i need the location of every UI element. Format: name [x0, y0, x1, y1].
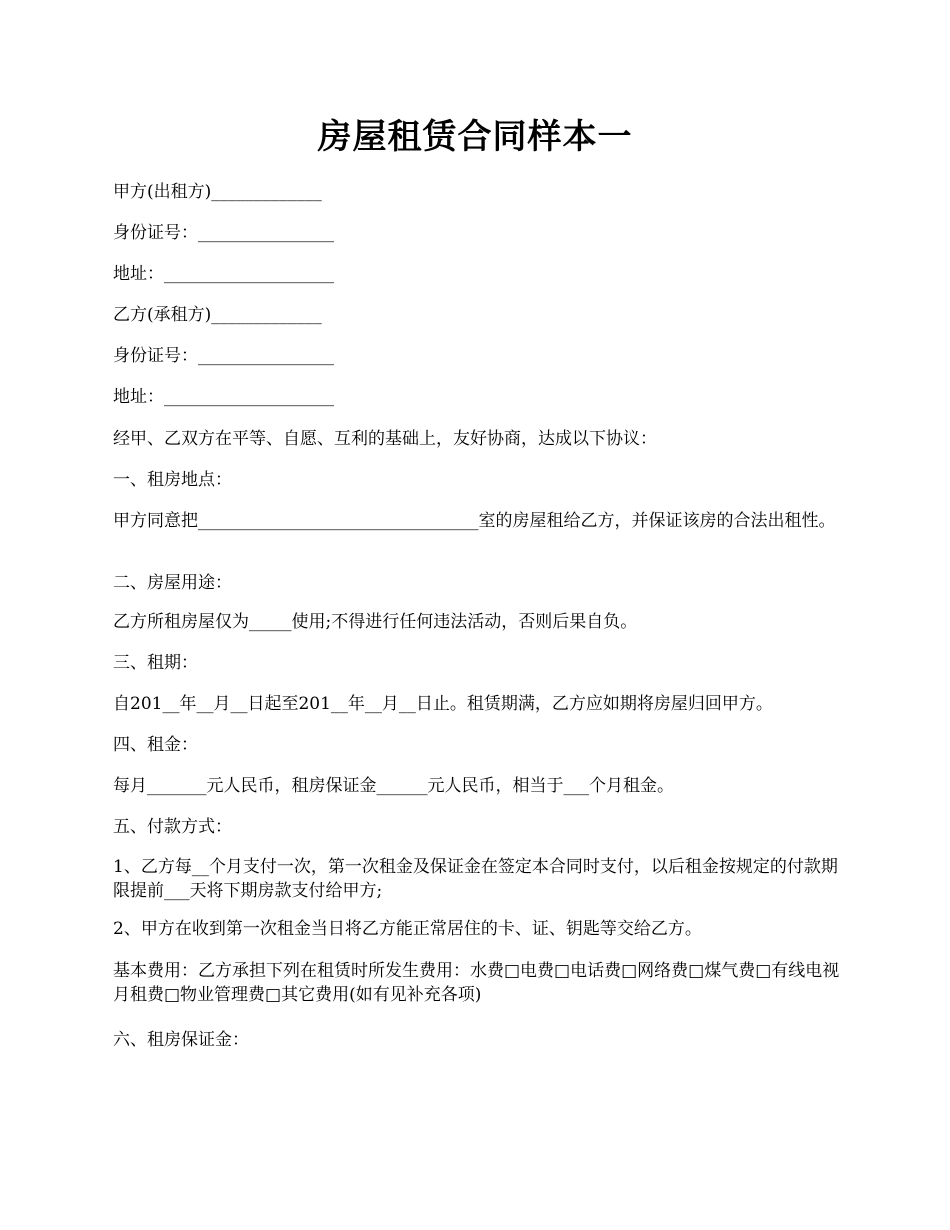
payment-clause-1: 1、乙方每__个月支付一次，第一次租金及保证金在签定本合同时支付，以后租金按规定的付款期限提前___天将下期房款支付给甲方; — [113, 857, 838, 901]
section-heading-rent: 四、租金： — [113, 735, 198, 755]
section-heading-term: 三、租期： — [113, 653, 198, 673]
agreement-intro: 经甲、乙双方在平等、自愿、互利的基础上，友好协商，达成以下协议： — [113, 429, 657, 449]
party-b-id-line: 身份证号：________________ — [113, 346, 334, 366]
party-b-name-line: 乙方(承租方)_____________ — [113, 305, 322, 325]
section-heading-deposit: 六、租房保证金： — [113, 1030, 249, 1050]
section-heading-payment: 五、付款方式： — [113, 817, 232, 837]
rent-clause: 每月_______元人民币，租房保证金______元人民币，相当于___个月租金。 — [113, 776, 674, 796]
section-heading-usage: 二、房屋用途： — [113, 573, 232, 593]
party-a-address-line: 地址：____________________ — [113, 264, 334, 284]
term-clause: 自201__年__月__日起至201__年__月__日止。租赁期满，乙方应如期将房屋归回甲方。 — [113, 694, 773, 714]
document-title: 房屋租赁合同样本一 — [317, 117, 633, 157]
basic-fees-clause: 基本费用：乙方承担下列在租赁时所发生费用：水费□电费□电话费□网络费□煤气费□有线电视月租费□物业管理费□其它费用(如有见补充各项) — [113, 961, 840, 1005]
usage-clause: 乙方所租房屋仅为_____使用;不得进行任何违法活动，否则后果自负。 — [113, 612, 638, 632]
party-b-address-line: 地址：____________________ — [113, 387, 334, 407]
location-clause: 甲方同意把_________________________________室的房屋租给乙方，并保证该房的合法出租性。 — [113, 511, 836, 531]
section-heading-location: 一、租房地点： — [113, 470, 232, 490]
party-a-name-line: 甲方(出租方)_____________ — [113, 182, 322, 202]
party-a-id-line: 身份证号：________________ — [113, 223, 334, 243]
payment-clause-2: 2、甲方在收到第一次租金当日将乙方能正常居住的卡、证、钥匙等交给乙方。 — [113, 919, 702, 939]
